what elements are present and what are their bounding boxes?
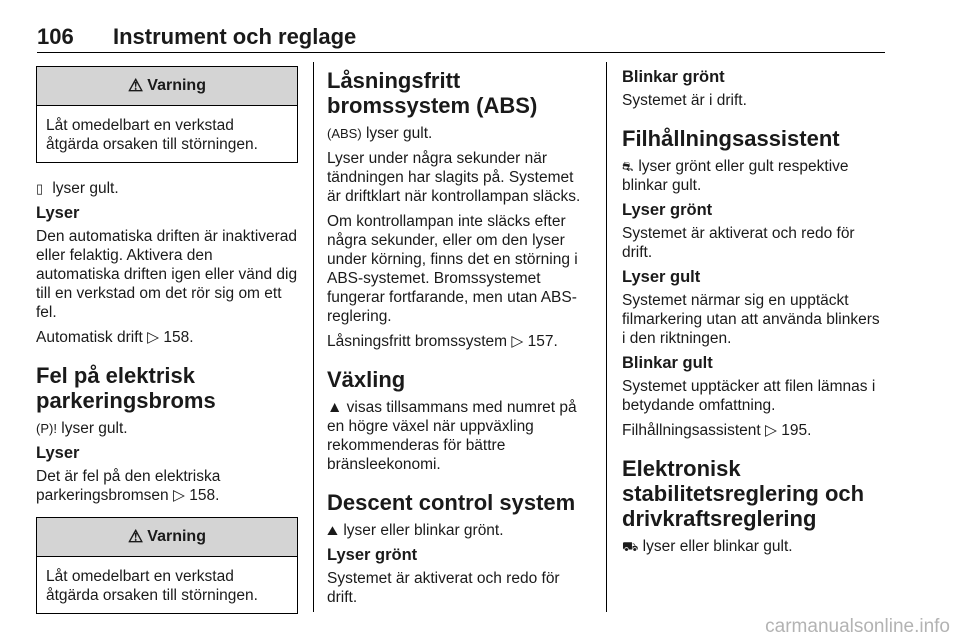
dcs-status xyxy=(327,521,589,540)
shift-paragraph xyxy=(327,398,589,474)
yellow-text: Systemet närmar sig en upptäckt filmarkering utan att använda blinkers i den riktningen. xyxy=(622,292,880,347)
warning-header xyxy=(37,67,297,106)
esc-status xyxy=(622,537,884,556)
auto-ref-text: Automatisk drift xyxy=(36,329,143,346)
auto-ref-page[interactable]: 158. xyxy=(163,329,194,346)
page-ref-arrow-icon: ▷ xyxy=(511,333,524,350)
auto-status-text: lyser gult. xyxy=(52,180,119,197)
epb-lyser-label: Lyser xyxy=(36,444,80,462)
header-rule xyxy=(37,52,885,53)
column-1 xyxy=(36,66,298,630)
epb-status xyxy=(36,419,298,438)
yellow-label: Lyser gult xyxy=(622,268,701,286)
abs-ref-text: Låsningsfritt bromssystem xyxy=(327,333,508,350)
warning-triangle-icon: ⚠ xyxy=(128,527,144,546)
column-divider-2 xyxy=(606,62,607,612)
warning-text: Låt omedelbart en verkstad åtgärda orsaken till störningen. xyxy=(46,117,258,153)
blink-yellow-text: Systemet upptäcker att filen lämnas i betydande omfattning. xyxy=(622,378,876,414)
warning-text: Låt omedelbart en verkstad åtgärda orsaken till störningen. xyxy=(46,568,258,604)
blink-green-label: Blinkar grönt xyxy=(622,68,725,86)
lka-status xyxy=(622,157,884,195)
column-2 xyxy=(327,68,589,613)
abs-reference xyxy=(327,332,589,351)
parking-brake-fault-icon: (P)! xyxy=(36,421,57,436)
warning-triangle-icon: ⚠ xyxy=(128,76,144,95)
dcs-text: Systemet är aktiverat och redo för drift. xyxy=(327,570,560,606)
lka-status-text: lyser grönt eller gult respektive blinkar gult. xyxy=(622,158,849,194)
green-label: Lyser grönt xyxy=(622,201,713,219)
lyser-text: Den automatiska driften är inaktiverad eller felaktig. Aktivera den automatiska driften igen eller vänd dig till en verkstad om det rör sig om ett fel. xyxy=(36,228,298,321)
warning-header xyxy=(37,518,297,557)
page-ref-arrow-icon: ▷ xyxy=(765,422,777,439)
dcs-heading: Descent control system xyxy=(327,490,576,515)
blink-yellow-label: Blinkar gult xyxy=(622,354,713,372)
warning-box-1 xyxy=(36,66,298,163)
lka-heading: Filhållningsassistent xyxy=(622,126,840,151)
esc-icon: ⛟ xyxy=(622,539,639,554)
page-header-title: Instrument och reglage xyxy=(113,24,357,49)
lane-keep-icon: ⛐ xyxy=(622,159,634,174)
warning-box-2 xyxy=(36,517,298,614)
epb-heading: Fel på elektrisk parkeringsbroms xyxy=(36,363,216,413)
watermark: carmanualsonline.info xyxy=(765,616,950,637)
shift-heading: Växling xyxy=(327,367,406,392)
abs-icon: (ABS) xyxy=(327,126,362,141)
epb-ref-page[interactable]: 158. xyxy=(189,487,220,504)
upshift-arrow-icon: ▲ xyxy=(327,399,343,416)
epb-lyser-text: Det är fel på den elektriska parkeringsbromsen xyxy=(36,468,221,504)
lka-ref-text: Filhållningsassistent xyxy=(622,422,761,439)
page-ref-arrow-icon: ▷ xyxy=(173,487,185,504)
epb-lyser-paragraph xyxy=(36,467,298,505)
lka-reference xyxy=(622,421,884,440)
blink-green-text: Systemet är i drift. xyxy=(622,92,747,109)
dcs-label: Lyser grönt xyxy=(327,546,418,564)
column-3 xyxy=(622,68,884,562)
abs-status-text: lyser gult. xyxy=(365,125,433,142)
auto-status xyxy=(36,179,298,198)
epb-status-text: lyser gult. xyxy=(61,420,128,437)
descent-control-icon: ⛰ xyxy=(327,523,338,538)
abs-paragraph-2: Om kontrollampan inte släcks efter några sekunder, eller om den lyser under körning, finns det en störning i ABS-systemet. Bromssystemet fungerar fortfarande, men utan ABS-reglering. xyxy=(327,213,578,325)
esc-heading: Elektronisk stabilitetsreglering och drivkraftsreglering xyxy=(622,456,865,531)
abs-ref-page[interactable]: 157. xyxy=(527,333,558,350)
warning-title: Varning xyxy=(147,528,206,545)
warning-title: Varning xyxy=(147,77,206,94)
shift-text: visas tillsammans med numret på en högre växel när uppväxling rekommenderas för bättre bränsleekonomi. xyxy=(327,399,577,473)
auto-reference xyxy=(36,328,298,347)
page-number: 106 xyxy=(37,24,74,49)
page-ref-arrow-icon: ▷ xyxy=(147,329,160,346)
dcs-status-text: lyser eller blinkar grönt. xyxy=(343,522,504,539)
green-text: Systemet är aktiverat och redo för drift. xyxy=(622,225,855,261)
esc-status-text: lyser eller blinkar gult. xyxy=(642,538,793,555)
lyser-label: Lyser xyxy=(36,204,80,222)
column-divider-1 xyxy=(313,62,314,612)
abs-status xyxy=(327,124,589,143)
abs-heading: Låsningsfritt bromssystem (ABS) xyxy=(327,68,538,118)
auto-mode-icon: ▯ xyxy=(36,181,44,196)
lka-ref-page[interactable]: 195. xyxy=(781,422,812,439)
abs-paragraph-1: Lyser under några sekunder när tändningen har slagits på. Systemet är driftklart när kontrollampan släcks. xyxy=(327,150,581,205)
